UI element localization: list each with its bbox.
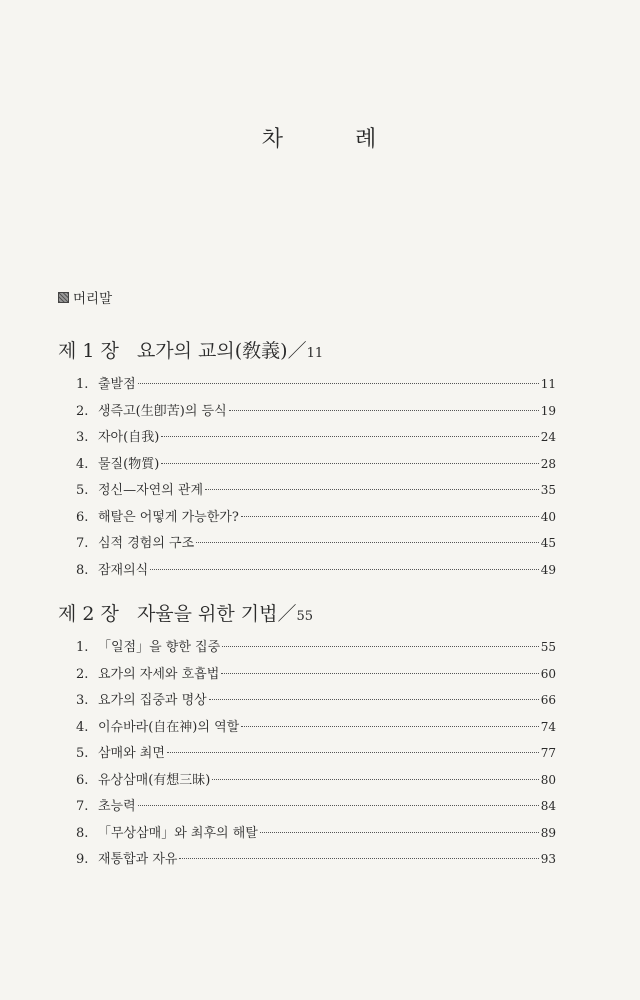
entry-page: 66 <box>540 693 556 707</box>
dot-leader <box>222 646 539 647</box>
dot-leader <box>260 832 539 833</box>
entry-page: 74 <box>540 719 556 734</box>
dot-leader <box>196 542 539 543</box>
entry-page: 77 <box>540 746 556 760</box>
chapter-number: 제 2 장 <box>58 603 119 625</box>
entry-title: 이슈바라(自在神)의 역할 <box>98 719 240 735</box>
dot-leader <box>241 726 539 727</box>
entry-page: 11 <box>540 377 556 391</box>
chapter-title: 요가의 교의(敎義) <box>136 340 288 362</box>
dot-leader <box>212 779 538 780</box>
entry-title: 재통합과 자유 <box>98 852 178 867</box>
toc-entry[interactable] <box>58 740 556 767</box>
dot-leader <box>167 752 539 753</box>
toc-entry[interactable] <box>58 767 556 794</box>
toc-entry[interactable] <box>58 687 556 714</box>
entry-title: 삼매와 최면 <box>98 746 165 761</box>
dot-leader <box>205 489 539 490</box>
entry-number: 4. <box>76 456 89 472</box>
page-title-right: 례 <box>355 127 379 152</box>
entry-page: 60 <box>540 666 556 681</box>
dot-leader <box>138 383 539 384</box>
entry-number: 6. <box>76 509 89 525</box>
entry-number: 4. <box>76 719 89 735</box>
page-title <box>0 122 640 153</box>
entry-page: 24 <box>540 430 556 444</box>
toc-entry[interactable] <box>58 451 556 478</box>
chapter-page: 11 <box>306 346 324 361</box>
toc-entry[interactable] <box>58 504 556 531</box>
dot-leader <box>241 516 539 517</box>
dot-leader <box>138 805 539 806</box>
entry-number: 3. <box>76 430 89 445</box>
chapter-title: 자율을 위한 기법 <box>136 603 278 625</box>
chapter-separator: ／ <box>277 603 297 625</box>
chapter-page: 55 <box>296 609 314 624</box>
dot-leader <box>229 410 539 411</box>
toc-list <box>58 634 556 873</box>
entry-number: 1. <box>76 640 89 655</box>
entry-page: 80 <box>540 772 556 787</box>
toc-entry[interactable] <box>58 398 556 425</box>
entry-title: 요가의 자세와 호흡법 <box>98 666 220 682</box>
entry-page: 40 <box>540 509 556 524</box>
toc-entry[interactable] <box>58 846 556 873</box>
toc-entry[interactable] <box>58 714 556 741</box>
entry-number: 2. <box>76 666 89 682</box>
square-bullet-icon <box>58 292 69 303</box>
entry-page: 35 <box>540 483 556 497</box>
entry-title: 자아(自我) <box>98 430 160 445</box>
entry-page: 45 <box>540 536 556 550</box>
toc-entry[interactable] <box>58 661 556 688</box>
entry-number: 1. <box>76 377 89 392</box>
entry-page: 89 <box>540 825 556 840</box>
toc-entry[interactable] <box>58 530 556 557</box>
dot-leader <box>209 699 539 700</box>
toc-entry[interactable] <box>58 793 556 820</box>
dot-leader <box>179 858 538 859</box>
chapter-1 <box>58 337 556 583</box>
toc-list <box>58 371 556 583</box>
dot-leader <box>150 569 538 570</box>
toc-entry[interactable] <box>58 424 556 451</box>
entry-number: 7. <box>76 799 89 814</box>
dot-leader <box>161 463 538 464</box>
page-title-left: 차 <box>261 127 285 152</box>
entry-title: 출발점 <box>98 377 136 392</box>
entry-title: 잠재의식 <box>98 562 149 578</box>
entry-number: 8. <box>76 562 89 578</box>
preface-entry[interactable] <box>58 287 112 307</box>
chapter-2 <box>58 600 556 873</box>
entry-title: 요가의 집중과 명상 <box>98 693 207 708</box>
entry-page: 84 <box>540 799 556 813</box>
entry-title: 물질(物質) <box>98 456 160 472</box>
dot-leader <box>161 436 538 437</box>
chapter-number: 제 1 장 <box>58 340 119 362</box>
entry-number: 2. <box>76 403 89 419</box>
entry-page: 49 <box>540 562 556 577</box>
preface-label: 머리말 <box>73 291 113 307</box>
entry-number: 9. <box>76 852 89 867</box>
toc-entry[interactable] <box>58 634 556 661</box>
toc-entry[interactable] <box>58 477 556 504</box>
entry-number: 6. <box>76 772 89 788</box>
toc-entry[interactable] <box>58 371 556 398</box>
chapter-heading[interactable] <box>58 600 518 628</box>
entry-number: 7. <box>76 536 89 551</box>
entry-number: 5. <box>76 483 89 498</box>
entry-title: 「무상삼매」와 최후의 해탈 <box>98 825 258 841</box>
entry-title: 「일점」을 향한 집중 <box>98 640 221 655</box>
dot-leader <box>221 673 538 674</box>
entry-title: 정신—자연의 관계 <box>98 483 204 498</box>
chapter-heading[interactable] <box>58 337 518 365</box>
entry-page: 55 <box>540 640 556 654</box>
entry-number: 3. <box>76 693 89 708</box>
entry-title: 해탈은 어떻게 가능한가? <box>98 509 239 525</box>
entry-page: 28 <box>540 456 556 471</box>
entry-number: 8. <box>76 825 89 841</box>
entry-title: 심적 경험의 구조 <box>98 536 195 551</box>
toc-entry[interactable] <box>58 820 556 847</box>
entry-page: 93 <box>540 852 556 866</box>
entry-title: 초능력 <box>98 799 136 814</box>
entry-title: 생즉고(生卽苦)의 등식 <box>98 403 227 419</box>
entry-number: 5. <box>76 746 89 761</box>
entry-page: 19 <box>540 403 556 418</box>
chapter-separator: ／ <box>287 340 307 362</box>
entry-title: 유상삼매(有想三昧) <box>98 772 211 788</box>
toc-entry[interactable] <box>58 557 556 584</box>
